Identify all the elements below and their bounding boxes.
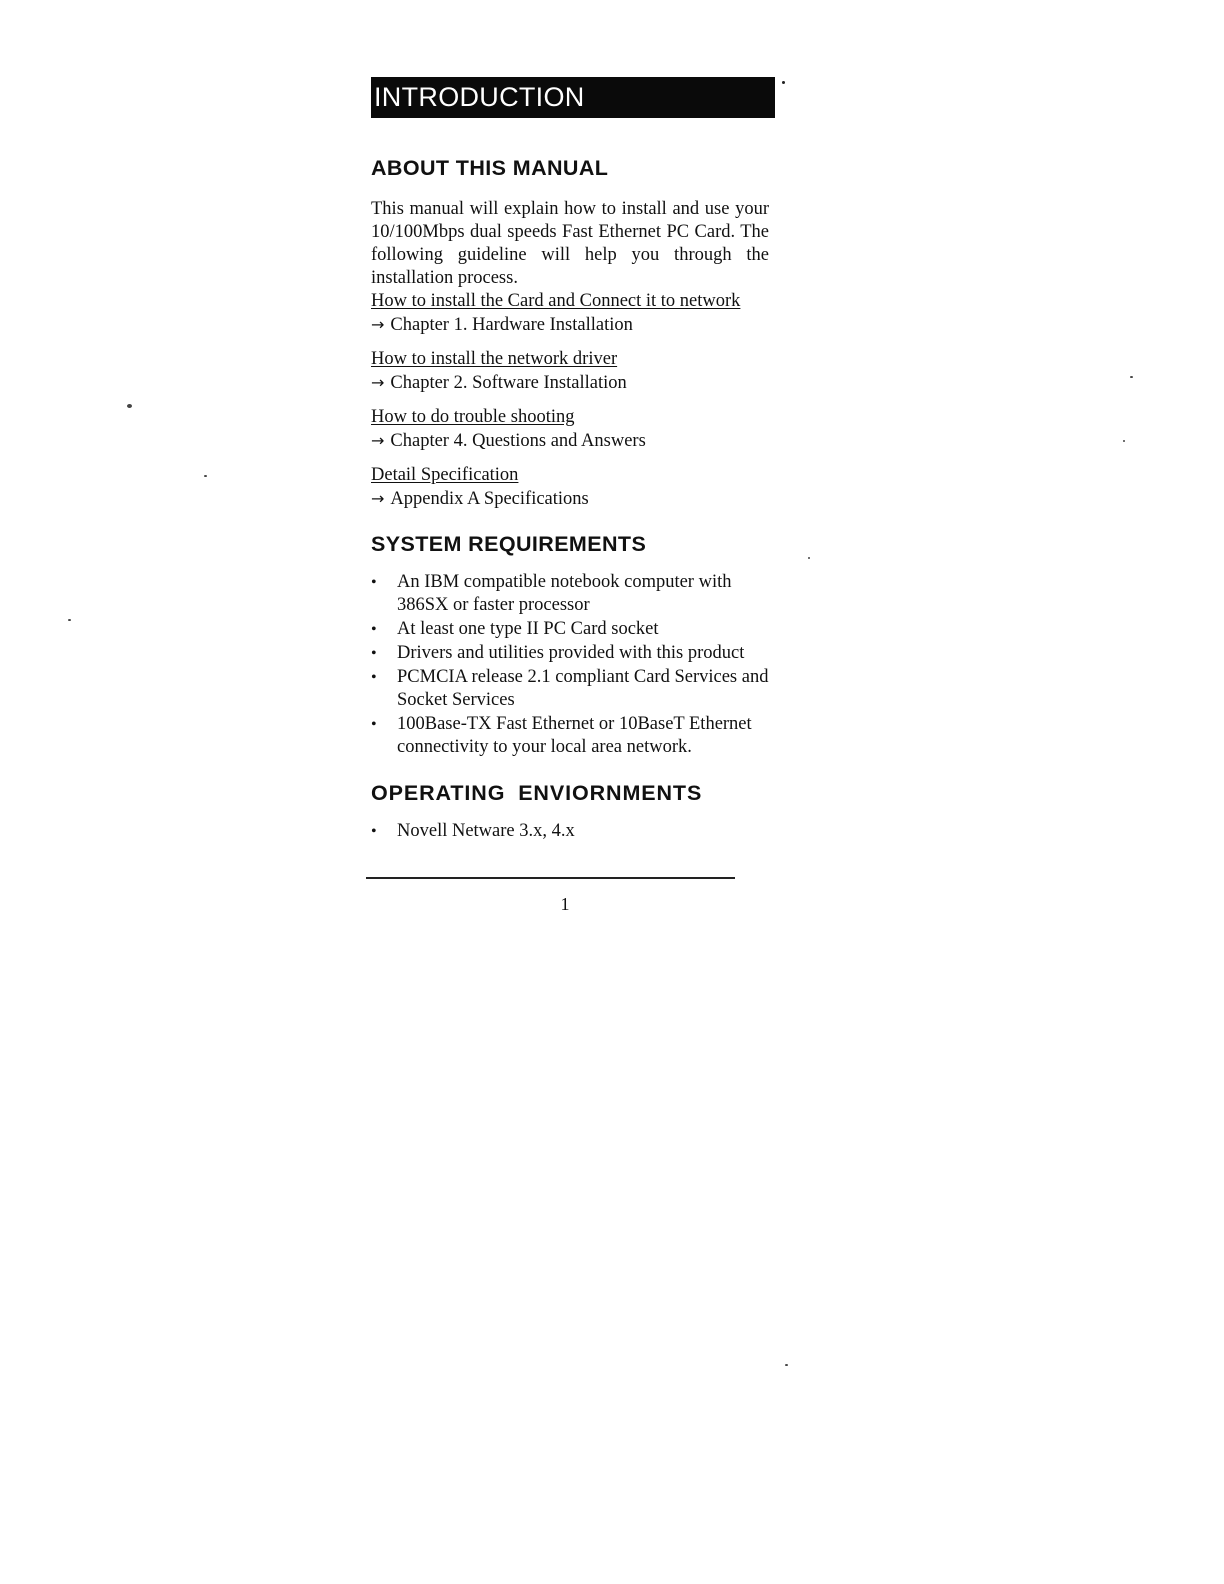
guide-item (371, 348, 775, 395)
banner-dot (782, 81, 785, 84)
guide-item (371, 290, 775, 337)
bullet-icon: • (371, 669, 377, 686)
system-requirements-list (371, 571, 771, 759)
footer-divider (366, 877, 735, 879)
guide-target (371, 487, 775, 511)
list-item-text: 100Base-TX Fast Ethernet or 10BaseT Ethernet connectivity to your local area network. (397, 714, 752, 757)
guide-link[interactable]: How to do trouble shooting (371, 407, 575, 427)
guide-item (371, 406, 775, 453)
list-item (371, 618, 771, 641)
guide-link[interactable]: How to install the Card and Connect it to network (371, 291, 741, 311)
about-heading: ABOUT THIS MANUAL (371, 156, 609, 180)
list-item-text: Drivers and utilities provided with this product (397, 643, 745, 663)
scan-speck (785, 1364, 788, 1366)
bullet-icon: • (371, 823, 377, 840)
scan-speck (127, 404, 132, 408)
section-banner (371, 77, 775, 118)
page-number: 1 (560, 894, 570, 914)
list-item (371, 666, 771, 712)
operating-environments-list (371, 820, 771, 843)
list-item-text: At least one type II PC Card socket (397, 619, 659, 639)
guide-list (371, 290, 775, 511)
guide-target-text: Chapter 1. Hardware Installation (390, 315, 633, 335)
guide-target-text: Appendix A Specifications (390, 489, 589, 509)
list-item (371, 642, 771, 665)
scan-speck (204, 475, 207, 477)
guide-target (371, 313, 775, 337)
list-item (371, 820, 771, 843)
guide-link[interactable]: How to install the network driver (371, 349, 618, 369)
arrow-right-icon: → (371, 431, 385, 450)
guide-target (371, 371, 775, 395)
guide-target-text: Chapter 4. Questions and Answers (390, 431, 646, 451)
arrow-right-icon: → (371, 315, 385, 334)
list-item-text: An IBM compatible notebook computer with 386SX or faster processor (397, 572, 732, 615)
list-item (371, 571, 771, 617)
bullet-icon: • (371, 645, 377, 662)
list-item-text: Novell Netware 3.x, 4.x (397, 821, 575, 841)
about-intro: This manual will explain how to install and use your 10/100Mbps dual speeds Fast Ethernet PC Card. The following guideline will help you through the installation process. (371, 199, 769, 288)
scan-speck (808, 557, 810, 559)
bullet-icon: • (371, 716, 377, 733)
guide-target (371, 429, 775, 453)
list-item (371, 713, 771, 759)
list-item-text: PCMCIA release 2.1 compliant Card Services and Socket Services (397, 667, 769, 710)
arrow-right-icon: → (371, 489, 385, 508)
scan-speck (68, 619, 71, 621)
scan-speck (1123, 440, 1125, 442)
banner-title: INTRODUCTION (374, 82, 585, 112)
arrow-right-icon: → (371, 373, 385, 392)
scan-speck (1130, 376, 1133, 378)
guide-target-text: Chapter 2. Software Installation (390, 373, 627, 393)
operating-heading: OPERATING ENVIORNMENTS (371, 781, 703, 805)
bullet-icon: • (371, 621, 377, 638)
guide-link[interactable]: Detail Specification (371, 465, 519, 485)
guide-item (371, 464, 775, 511)
system-heading: SYSTEM REQUIREMENTS (371, 532, 647, 556)
bullet-icon: • (371, 574, 377, 591)
manual-page (371, 77, 775, 844)
